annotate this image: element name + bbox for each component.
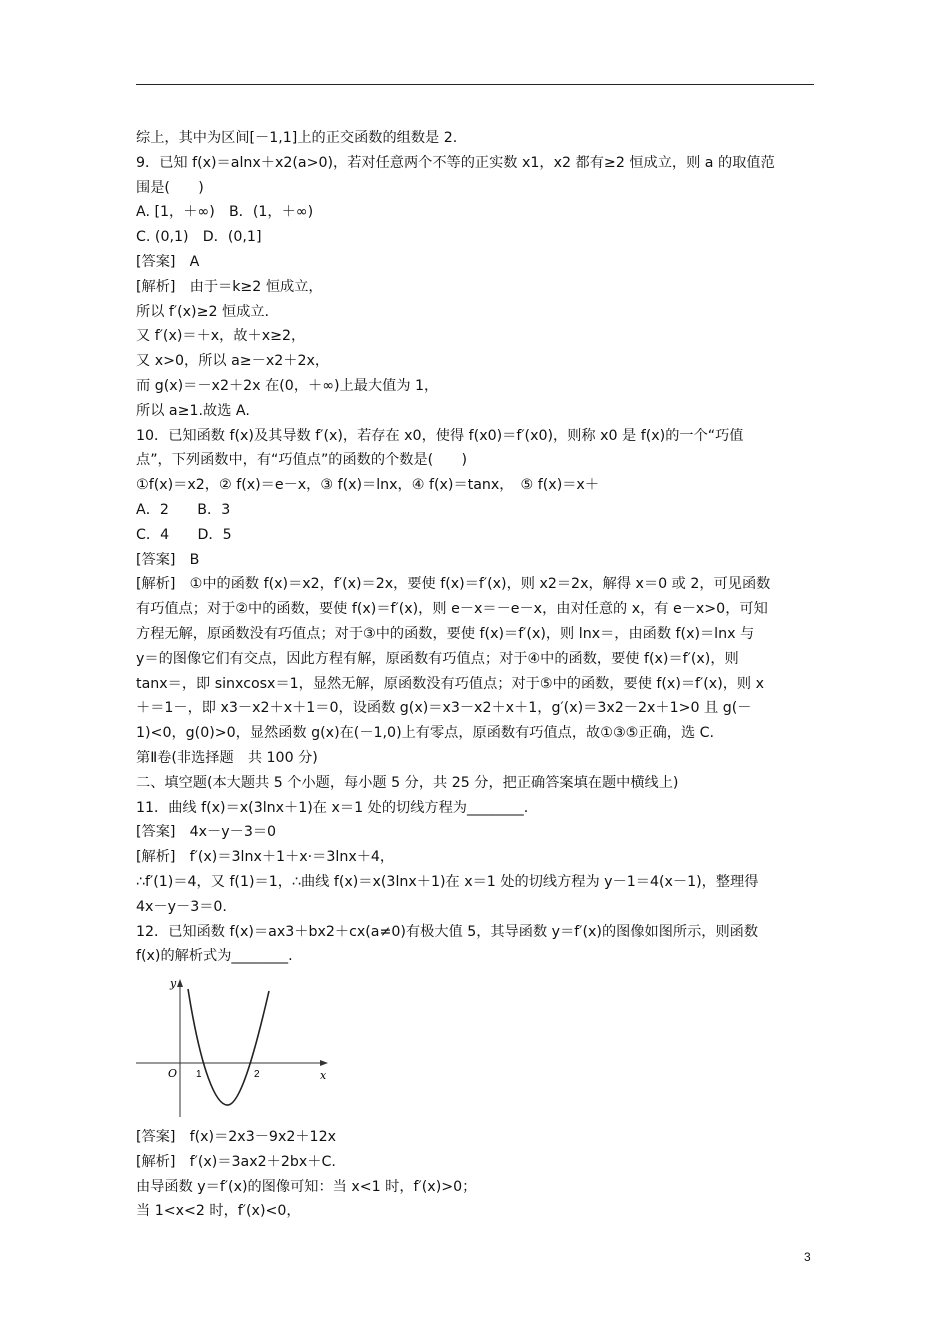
derivative-graph xyxy=(136,971,816,1119)
text-line: [答案] 4x－y－3＝0 xyxy=(136,824,277,841)
text-line: y＝的图像它们有交点，因此方程有解，原函数有巧值点；对于④中的函数，要使 f(x)＝f′(x)，则 xyxy=(136,650,739,667)
text-line: f(x)的解析式为________. xyxy=(136,948,293,965)
x-axis-label: x xyxy=(320,1069,327,1083)
text-line: 围是( ) xyxy=(136,179,204,196)
text-line: 11．曲线 f(x)＝x(3lnx＋1)在 x＝1 处的切线方程为________. xyxy=(136,799,529,816)
x-axis-arrow xyxy=(320,1060,328,1066)
text-line: 而 g(x)＝－x2＋2x 在(0，＋∞)上最大值为 1， xyxy=(136,377,439,394)
text-line: A．2 B．3 xyxy=(136,501,231,518)
text-line: ∴f′(1)＝4，又 f(1)＝1，∴曲线 f(x)＝x(3lnx＋1)在 x＝1 处的切线方程为 y－1＝4(x－1)，整理得 xyxy=(136,873,759,890)
page-body xyxy=(136,126,816,1224)
text-line: 9．已知 f(x)＝alnx＋x2(a>0)，若对任意两个不等的正实数 x1，x2 都有≥2 恒成立，则 a 的取值范 xyxy=(136,154,775,171)
text-line: 1)<0，g(0)>0，显然函数 g(x)在(－1,0)上有零点，原函数有巧值点，故①③⑤正确，选 C. xyxy=(136,725,715,742)
header-rule xyxy=(136,84,814,85)
text-line: 10．已知函数 f(x)及其导数 f′(x)，若存在 x0，使得 f(x0)＝f′(x0)，则称 x0 是 f(x)的一个“巧值 xyxy=(136,427,744,444)
text-line: 所以 a≥1.故选 A. xyxy=(136,402,250,419)
y-axis-label: y xyxy=(170,977,177,991)
tick-label-2: 2 xyxy=(254,1069,260,1081)
text-line: 12．已知函数 f(x)＝ax3＋bx2＋cx(a≠0)有极大值 5，其导函数 y＝f′(x)的图像如图所示，则函数 xyxy=(136,923,759,940)
text-line: ①f(x)＝x2，② f(x)＝e－x，③ f(x)＝lnx，④ f(x)＝tanx， ⑤ f(x)＝x＋ xyxy=(136,477,600,494)
page-number: 3 xyxy=(804,1250,811,1264)
text-line: 由导函数 y＝f′(x)的图像可知：当 x<1 时，f′(x)>0； xyxy=(136,1178,477,1195)
text-line: 又 f′(x)＝＋x，故＋x≥2， xyxy=(136,328,306,345)
text-line: 当 1<x<2 时，f′(x)<0， xyxy=(136,1203,301,1220)
text-line: [答案] B xyxy=(136,551,200,568)
text-line: C. (0,1) D．(0,1] xyxy=(136,229,262,246)
text-line: [解析] ①中的函数 f(x)＝x2，f′(x)＝2x，要使 f(x)＝f′(x)，则 x2＝2x，解得 x＝0 或 2，可见函数 xyxy=(136,576,771,593)
tick-label-1: 1 xyxy=(196,1069,202,1081)
text-line: 第Ⅱ卷(非选择题 共 100 分) xyxy=(136,749,318,766)
text-line: tanx＝，即 sinxcosx＝1，显然无解，原函数没有巧值点；对于⑤中的函数，要使 f(x)＝f′(x)，则 x xyxy=(136,675,765,692)
origin-label: O xyxy=(168,1067,178,1081)
text-line: 有巧值点；对于②中的函数，要使 f(x)＝f′(x)，则 e－x＝－e－x，由对任意的 x，有 e－x>0，可知 xyxy=(136,601,768,618)
parabola-curve xyxy=(188,989,269,1105)
text-line: [答案] f(x)＝2x3－9x2＋12x xyxy=(136,1129,337,1146)
text-line: [解析] 由于＝k≥2 恒成立， xyxy=(136,278,323,295)
text-line: 二、填空题(本大题共 5 个小题，每小题 5 分，共 25 分，把正确答案填在题中横线上) xyxy=(136,774,679,791)
text-line: 所以 f′(x)≥2 恒成立. xyxy=(136,303,270,320)
text-line: A. [1，＋∞) B．(1，＋∞) xyxy=(136,204,314,221)
text-line: 点”，下列函数中，有“巧值点”的函数的个数是( ) xyxy=(136,452,468,469)
text-line: 4x－y－3＝0. xyxy=(136,898,227,915)
y-axis-arrow xyxy=(177,979,183,987)
graph-svg xyxy=(136,971,336,1119)
text-line: 方程无解，原函数没有巧值点；对于③中的函数，要使 f(x)＝f′(x)，则 lnx＝，由函数 f(x)＝lnx 与 xyxy=(136,625,755,642)
text-line: 综上，其中为区间[－1,1]上的正交函数的组数是 2. xyxy=(136,130,458,146)
text-line: 又 x>0，所以 a≥－x2＋2x， xyxy=(136,353,330,370)
text-line: [解析] f′(x)＝3lnx＋1＋x·＝3lnx＋4， xyxy=(136,849,395,866)
text-line: [答案] A xyxy=(136,253,200,270)
text-line: ＋＝1－，即 x3－x2＋x＋1＝0，设函数 g(x)＝x3－x2＋x＋1，g′(x)＝3x2－2x＋1>0 且 g(－ xyxy=(136,700,752,717)
text-line: C．4 D．5 xyxy=(136,526,232,543)
text-line: [解析] f′(x)＝3ax2＋2bx＋C. xyxy=(136,1153,336,1170)
